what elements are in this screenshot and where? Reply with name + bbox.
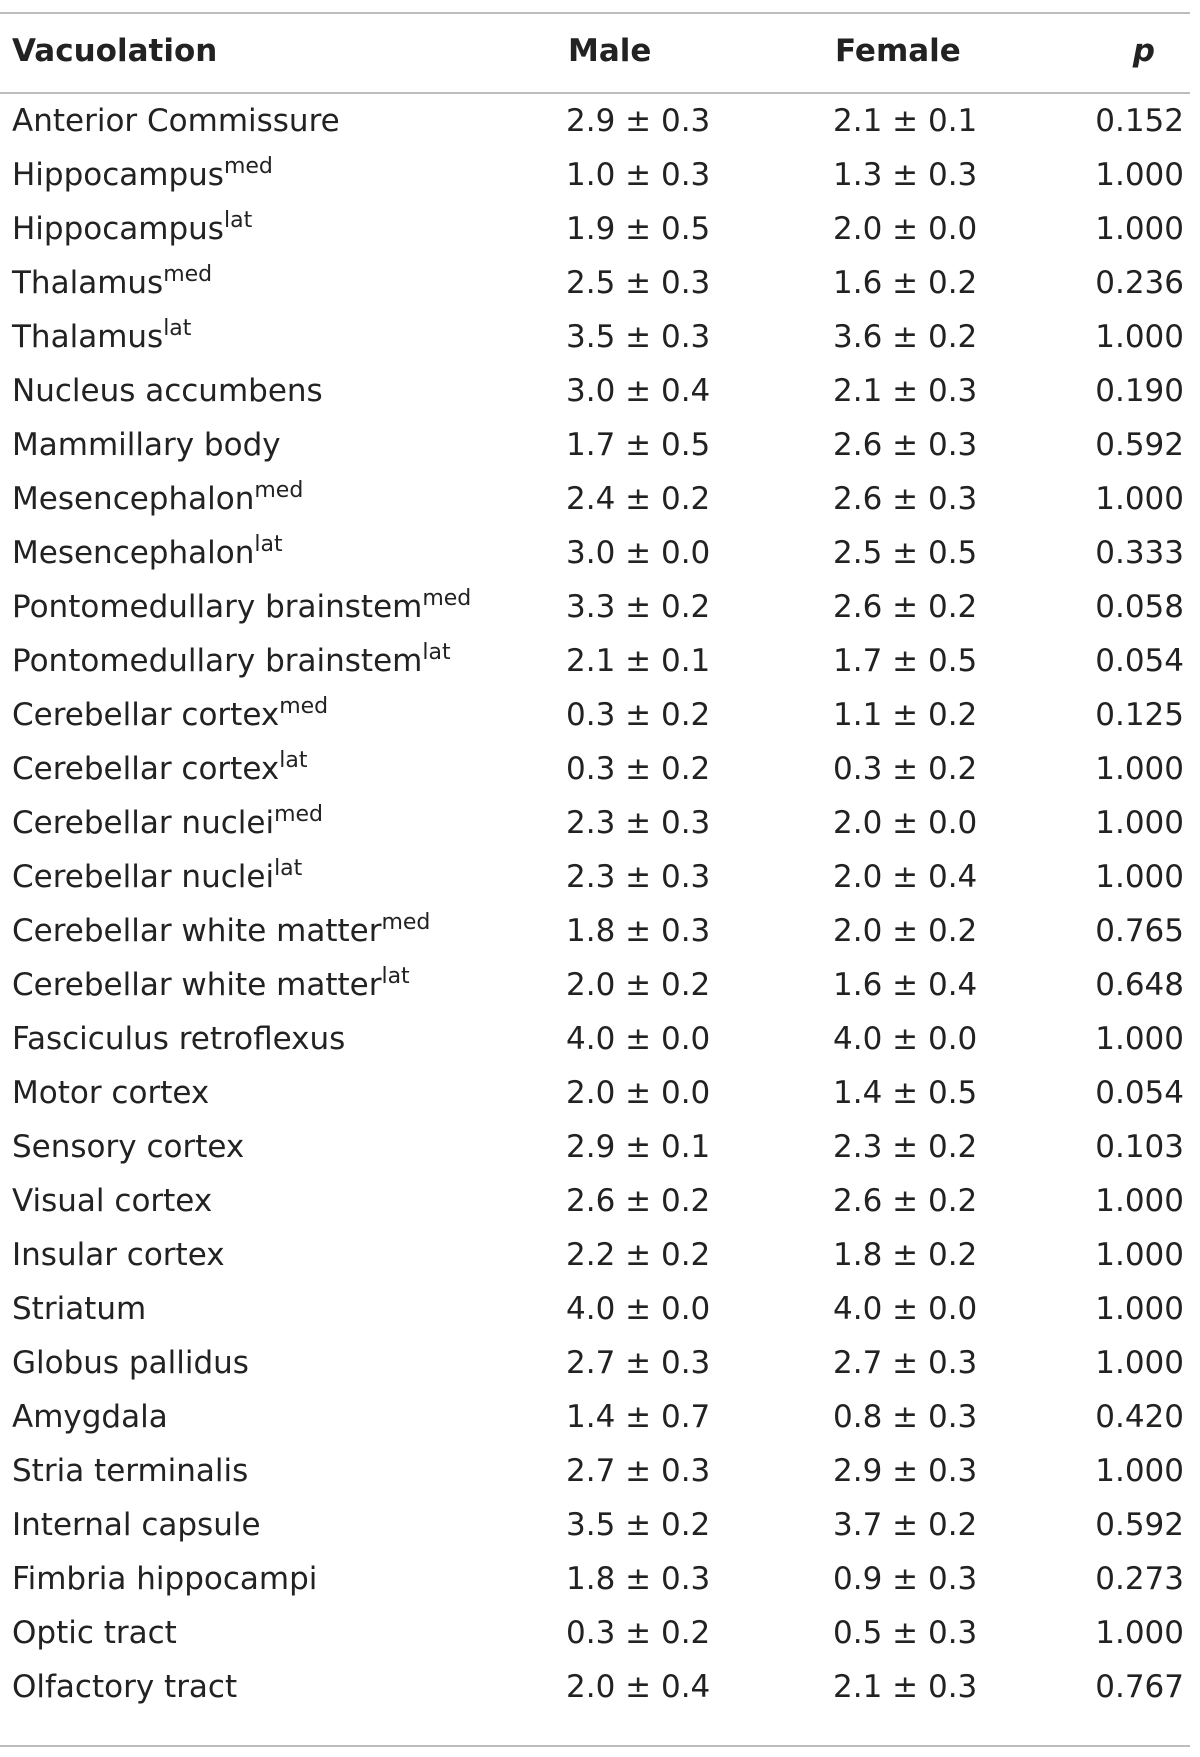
region-label: Mammillary body [12, 427, 281, 463]
female-value: 4.0 ± 0.0 [833, 1021, 978, 1057]
region-name [12, 1183, 213, 1219]
region-name [12, 316, 192, 355]
p-value: 0.648 [1095, 967, 1184, 1003]
region-label: Hippocampus [12, 157, 224, 193]
p-value: 1.000 [1095, 1291, 1184, 1327]
male-value: 4.0 ± 0.0 [566, 1291, 711, 1327]
female-value: 2.5 ± 0.5 [833, 535, 978, 571]
table-bottom-rule [0, 1745, 1190, 1747]
male-value: 2.9 ± 0.3 [566, 103, 711, 139]
table-row [0, 364, 1190, 418]
table-row [0, 1552, 1190, 1606]
region-name [12, 1237, 225, 1273]
region-name [12, 1453, 249, 1489]
region-subdivision: med [163, 262, 213, 287]
p-value: 0.125 [1095, 697, 1184, 733]
male-value: 1.8 ± 0.3 [566, 913, 711, 949]
region-name [12, 427, 281, 463]
table-row [0, 418, 1190, 472]
male-value: 2.7 ± 0.3 [566, 1345, 711, 1381]
p-value: 0.592 [1095, 1507, 1184, 1543]
region-label: Cerebellar white matter [12, 913, 382, 949]
female-value: 2.1 ± 0.1 [833, 103, 978, 139]
region-name [12, 964, 410, 1003]
p-value: 0.273 [1095, 1561, 1184, 1597]
female-value: 2.6 ± 0.3 [833, 481, 978, 517]
region-label: Hippocampus [12, 211, 224, 247]
region-label: Pontomedullary brainstem [12, 643, 423, 679]
male-value: 1.0 ± 0.3 [566, 157, 711, 193]
region-subdivision: lat [422, 640, 451, 665]
male-value: 3.3 ± 0.2 [566, 589, 711, 625]
region-name [12, 1345, 249, 1381]
table-row [0, 1174, 1190, 1228]
region-label: Fasciculus retroflexus [12, 1021, 346, 1057]
female-value: 1.8 ± 0.2 [833, 1237, 978, 1273]
table-row [0, 1066, 1190, 1120]
table-row [0, 1228, 1190, 1282]
male-value: 1.9 ± 0.5 [566, 211, 711, 247]
region-label: Cerebellar white matter [12, 967, 382, 1003]
region-label: Pontomedullary brainstem [12, 589, 423, 625]
female-value: 3.7 ± 0.2 [833, 1507, 978, 1543]
female-value: 0.8 ± 0.3 [833, 1399, 978, 1435]
p-value: 1.000 [1095, 805, 1184, 841]
region-label: Olfactory tract [12, 1669, 238, 1705]
female-value: 1.3 ± 0.3 [833, 157, 978, 193]
region-label: Mesencephalon [12, 535, 255, 571]
table-row [0, 688, 1190, 742]
region-name [12, 154, 273, 193]
table-row [0, 1336, 1190, 1390]
region-label: Anterior Commissure [12, 103, 340, 139]
p-value: 0.333 [1095, 535, 1184, 571]
p-value: 0.152 [1095, 103, 1184, 139]
female-value: 1.6 ± 0.2 [833, 265, 978, 301]
female-value: 2.1 ± 0.3 [833, 1669, 978, 1705]
region-subdivision: lat [279, 748, 308, 773]
region-label: Visual cortex [12, 1183, 213, 1219]
female-value: 2.0 ± 0.0 [833, 211, 978, 247]
p-value: 0.054 [1095, 643, 1184, 679]
table-row [0, 742, 1190, 796]
p-value: 1.000 [1095, 1453, 1184, 1489]
table-row [0, 904, 1190, 958]
region-label: Stria terminalis [12, 1453, 249, 1489]
region-subdivision: med [254, 478, 304, 503]
region-label: Mesencephalon [12, 481, 255, 517]
female-value: 1.7 ± 0.5 [833, 643, 978, 679]
region-label: Cerebellar nuclei [12, 805, 275, 841]
region-name [12, 640, 451, 679]
region-subdivision: med [223, 154, 273, 179]
female-value: 3.6 ± 0.2 [833, 319, 978, 355]
region-subdivision: med [279, 694, 329, 719]
region-name [12, 748, 308, 787]
male-value: 2.3 ± 0.3 [566, 805, 711, 841]
region-subdivision: med [274, 802, 323, 827]
male-value: 2.0 ± 0.4 [566, 1669, 711, 1705]
female-value: 0.5 ± 0.3 [833, 1615, 978, 1651]
table-row [0, 634, 1190, 688]
table-row [0, 148, 1190, 202]
table-row [0, 1120, 1190, 1174]
region-label: Thalamus [12, 265, 164, 301]
female-value: 1.4 ± 0.5 [833, 1075, 978, 1111]
table-row [0, 580, 1190, 634]
male-value: 3.5 ± 0.2 [566, 1507, 711, 1543]
region-label: Amygdala [12, 1399, 168, 1435]
p-value: 0.592 [1095, 427, 1184, 463]
region-label: Motor cortex [12, 1075, 210, 1111]
male-value: 2.5 ± 0.3 [566, 265, 711, 301]
region-label: Sensory cortex [12, 1129, 245, 1165]
region-name [12, 1291, 147, 1327]
region-name [12, 1561, 318, 1597]
header-male: Male [568, 33, 652, 69]
region-label: Striatum [12, 1291, 147, 1327]
female-value: 2.7 ± 0.3 [833, 1345, 978, 1381]
male-value: 2.2 ± 0.2 [566, 1237, 711, 1273]
table-row [0, 1498, 1190, 1552]
p-value: 1.000 [1095, 319, 1184, 355]
region-subdivision: lat [381, 964, 410, 989]
region-subdivision: lat [254, 532, 283, 557]
region-name [12, 208, 253, 247]
table-body [0, 94, 1190, 1714]
table-row [0, 1660, 1190, 1714]
male-value: 1.7 ± 0.5 [566, 427, 711, 463]
female-value: 2.9 ± 0.3 [833, 1453, 978, 1489]
region-name [12, 1129, 245, 1165]
female-value: 2.6 ± 0.2 [833, 1183, 978, 1219]
female-value: 1.6 ± 0.4 [833, 967, 978, 1003]
region-subdivision: med [381, 910, 431, 935]
table-row [0, 1606, 1190, 1660]
male-value: 0.3 ± 0.2 [566, 751, 711, 787]
region-name [12, 532, 283, 571]
p-value: 0.236 [1095, 265, 1184, 301]
table-row [0, 1390, 1190, 1444]
region-subdivision: lat [163, 316, 192, 341]
male-value: 2.0 ± 0.2 [566, 967, 711, 1003]
table-row [0, 1444, 1190, 1498]
p-value: 1.000 [1095, 859, 1184, 895]
female-value: 2.0 ± 0.4 [833, 859, 978, 895]
table-row [0, 310, 1190, 364]
p-value: 1.000 [1095, 1183, 1184, 1219]
region-name [12, 586, 472, 625]
male-value: 2.1 ± 0.1 [566, 643, 711, 679]
p-value: 1.000 [1095, 1021, 1184, 1057]
p-value: 0.054 [1095, 1075, 1184, 1111]
region-label: Globus pallidus [12, 1345, 249, 1381]
region-name [12, 802, 323, 841]
region-name [12, 1021, 346, 1057]
male-value: 2.3 ± 0.3 [566, 859, 711, 895]
table-row [0, 94, 1190, 148]
header-p-value: p [1132, 33, 1155, 69]
female-value: 1.1 ± 0.2 [833, 697, 978, 733]
region-name [12, 1615, 177, 1651]
header-vacuolation: Vacuolation [12, 33, 218, 69]
female-value: 2.0 ± 0.2 [833, 913, 978, 949]
female-value: 0.3 ± 0.2 [833, 751, 978, 787]
region-label: Optic tract [12, 1615, 177, 1651]
male-value: 2.7 ± 0.3 [566, 1453, 711, 1489]
female-value: 4.0 ± 0.0 [833, 1291, 978, 1327]
male-value: 1.8 ± 0.3 [566, 1561, 711, 1597]
table-row [0, 1012, 1190, 1066]
p-value: 0.767 [1095, 1669, 1184, 1705]
region-label: Cerebellar cortex [12, 697, 280, 733]
table-row [0, 850, 1190, 904]
region-subdivision: med [422, 586, 472, 611]
female-value: 0.9 ± 0.3 [833, 1561, 978, 1597]
region-name [12, 910, 431, 949]
table-row [0, 526, 1190, 580]
male-value: 3.5 ± 0.3 [566, 319, 711, 355]
table-row [0, 796, 1190, 850]
region-subdivision: lat [274, 856, 303, 881]
p-value: 1.000 [1095, 1345, 1184, 1381]
female-value: 2.6 ± 0.2 [833, 589, 978, 625]
female-value: 2.3 ± 0.2 [833, 1129, 978, 1165]
table-row [0, 256, 1190, 310]
male-value: 0.3 ± 0.2 [566, 697, 711, 733]
region-name [12, 262, 213, 301]
p-value: 1.000 [1095, 481, 1184, 517]
region-label: Cerebellar nuclei [12, 859, 275, 895]
table-header [0, 12, 1190, 92]
region-name [12, 694, 329, 733]
p-value: 0.103 [1095, 1129, 1184, 1165]
male-value: 3.0 ± 0.0 [566, 535, 711, 571]
region-name [12, 1399, 168, 1435]
male-value: 2.0 ± 0.0 [566, 1075, 711, 1111]
region-name [12, 478, 304, 517]
region-subdivision: lat [223, 208, 253, 233]
p-value: 0.058 [1095, 589, 1184, 625]
male-value: 3.0 ± 0.4 [566, 373, 711, 409]
region-label: Nucleus accumbens [12, 373, 323, 409]
region-label: Fimbria hippocampi [12, 1561, 318, 1597]
region-name [12, 1075, 210, 1111]
table-row [0, 958, 1190, 1012]
region-name [12, 103, 340, 139]
male-value: 1.4 ± 0.7 [566, 1399, 711, 1435]
region-label: Internal capsule [12, 1507, 261, 1543]
p-value: 1.000 [1095, 751, 1184, 787]
male-value: 4.0 ± 0.0 [566, 1021, 711, 1057]
region-label: Cerebellar cortex [12, 751, 280, 787]
male-value: 2.4 ± 0.2 [566, 481, 711, 517]
female-value: 2.0 ± 0.0 [833, 805, 978, 841]
male-value: 2.9 ± 0.1 [566, 1129, 711, 1165]
region-name [12, 1507, 261, 1543]
male-value: 0.3 ± 0.2 [566, 1615, 711, 1651]
male-value: 2.6 ± 0.2 [566, 1183, 711, 1219]
p-value: 1.000 [1095, 211, 1184, 247]
p-value: 1.000 [1095, 157, 1184, 193]
region-name [12, 1669, 238, 1705]
p-value: 1.000 [1095, 1615, 1184, 1651]
region-label: Thalamus [12, 319, 164, 355]
female-value: 2.1 ± 0.3 [833, 373, 978, 409]
p-value: 0.420 [1095, 1399, 1184, 1435]
header-female: Female [835, 33, 961, 69]
table-row [0, 202, 1190, 256]
table-row [0, 1282, 1190, 1336]
table-row [0, 472, 1190, 526]
region-label: Insular cortex [12, 1237, 225, 1273]
female-value: 2.6 ± 0.3 [833, 427, 978, 463]
region-name [12, 856, 303, 895]
p-value: 1.000 [1095, 1237, 1184, 1273]
p-value: 0.190 [1095, 373, 1184, 409]
region-name [12, 373, 323, 409]
p-value: 0.765 [1095, 913, 1184, 949]
